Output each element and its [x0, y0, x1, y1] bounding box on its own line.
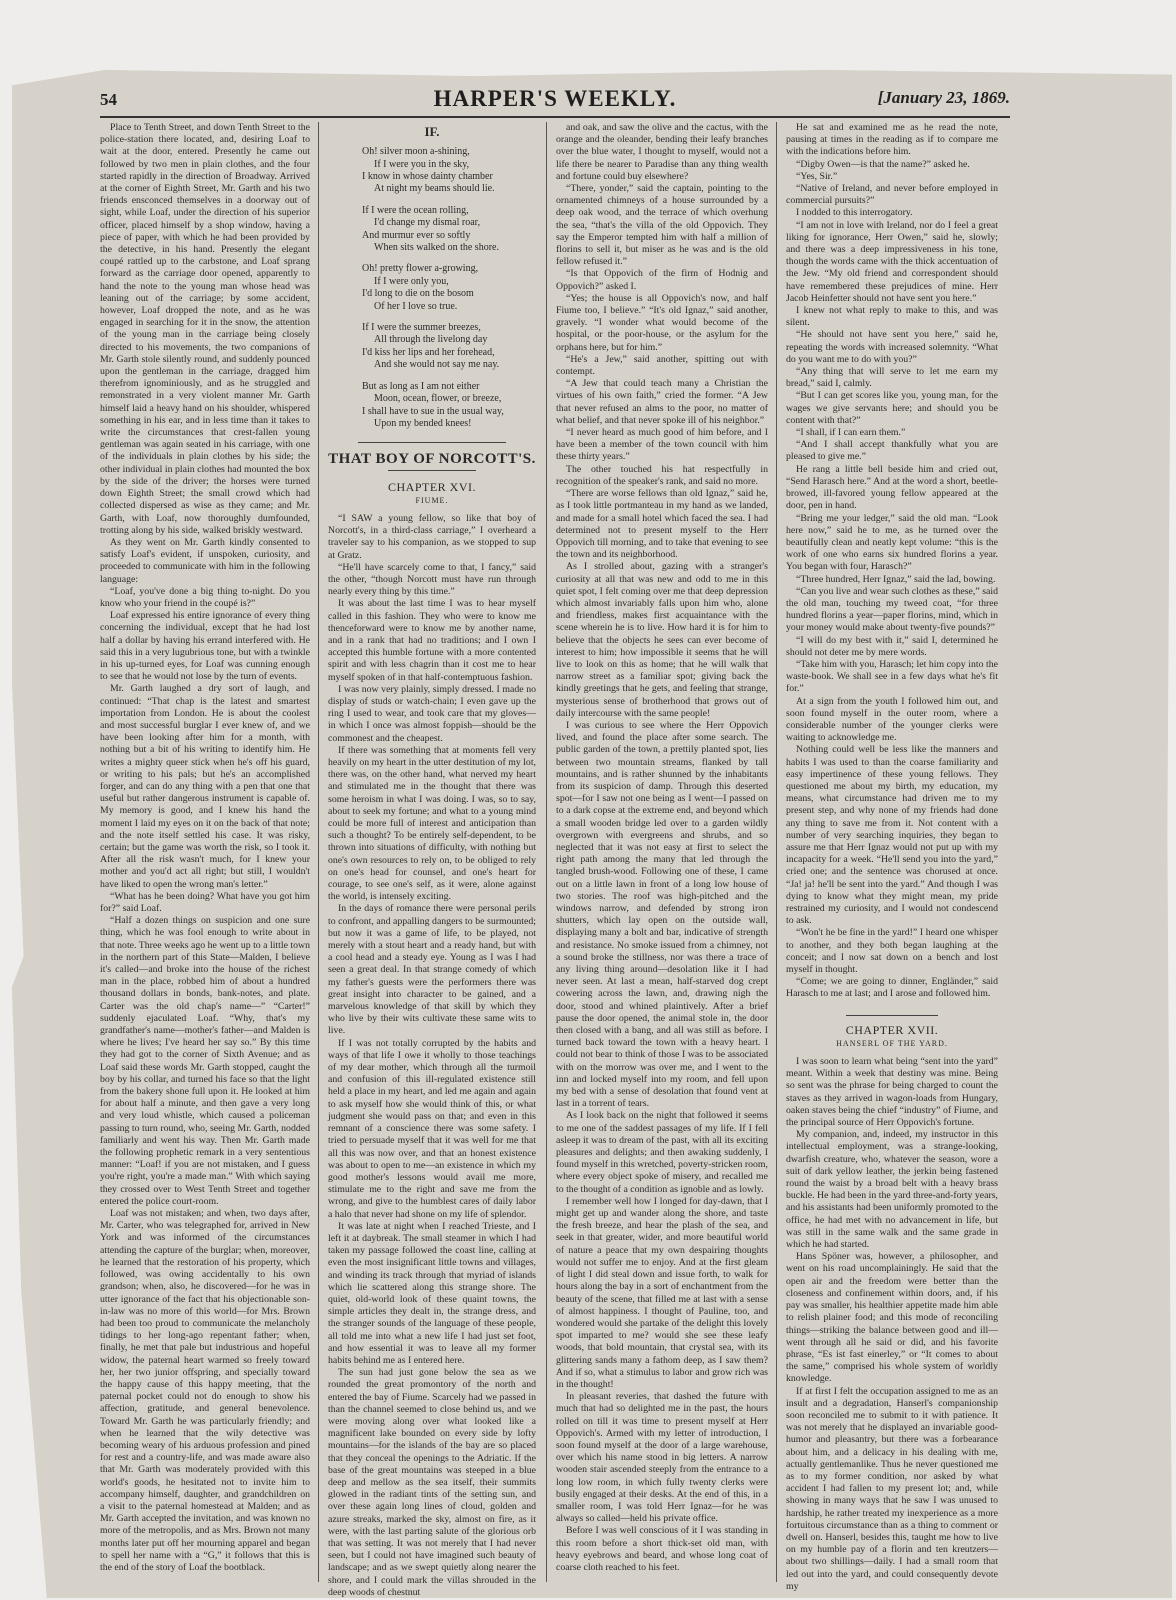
paragraph: In pleasant reveries, that dashed the future with much that had so delighted me in the past, the hours rolled on till it was time to present myself at Herr Oppovich's. Armed with my letter of introduction, I soon found myself at the door of a large warehouse, over which his name stood in big letters. A narrow wooden stair ascended steeply from the entrance to a long low room, in which fully twenty clerks were busily engaged at their desks. At the end of this, in a smaller room, I was told Herr Ignaz—for he was always so called—held his private office. — [556, 1391, 768, 1525]
paragraph: In the days of romance there were personal perils to confront, and appalling dangers to be surmounted; but now it was a game of life, to be played, not merely with a stout heart and a ready hand, but with a cool head and a steady eye. Young as I was I had seen a great deal. In that strange comedy of which my father's guests were the performers there was great insight into character to be gained, and a marvelous knowledge of that skill by which they who live by their wits cultivate these same wits to live. — [328, 903, 536, 1037]
paragraph: “Three hundred, Herr Ignaz,” said the lad, bowing. — [796, 573, 996, 585]
paragraph: Before I was well conscious of it I was standing in this room before a short thick-set old man, with heavy eyebrows and beard, and whose long coat of coarse cloth reached to his feet. — [556, 1525, 768, 1573]
paragraph: The other touched his hat respectfully in recognition of the speaker's rank, and said no more. — [556, 463, 768, 487]
poem-line: But as long as I am not either — [362, 380, 480, 392]
publication-title: HARPER'S WEEKLY. — [433, 86, 677, 111]
paragraph: “I SAW a young fellow, so like that boy of Norcott's, in a third-class carriage,” I overheard a traveler say to his companion, as we stopped to sup at Gratz. — [328, 512, 536, 561]
poem-stanza — [356, 322, 536, 372]
poem-line: Of her I love so true. — [374, 300, 458, 312]
poem-line: And murmur ever so softly — [362, 229, 471, 241]
paragraph: “A Jew that could teach many a Christian the virtues of his own faith,” cried the former. “A Jew that never refused an alms to the poor, no matter of what belief, and that never spoke ill of his neighbor.” — [556, 378, 768, 426]
poem-line: Moon, ocean, flower, or breeze, — [374, 393, 502, 405]
paragraph: “But I can get scores like you, young man, for the wages we give servants here; and should you be content with that?” — [786, 390, 998, 426]
poem — [356, 146, 536, 430]
poem-line: I'd long to die on the bosom — [362, 288, 474, 300]
col1-paragraphs — [100, 122, 310, 1574]
col4-paragraphs-continued — [786, 1056, 998, 1593]
poem-title: IF. — [424, 124, 440, 139]
poem-line: If I were you in the sky, — [374, 158, 470, 170]
paragraph: Nothing could well be less like the manners and habits I was used to than the coarse familiarity and easy impertinence of these young fellows. They questioned me about my birth, my education, my means, what circumstance had driven me to my present step, and why none of my friends had done any thing to save me from it. Not content with a number of very searching inquiries, they began to assure me that Herr Ignaz would not put up with my incapacity for a week. “He'll send you into the yard,” cried one; and the sentence was chorused at once. “Ja! ja! he'll be sent into the yard.” And though I was dying to know what they might mean, my pride restrained my curiosity, and I would not condescend to ask. — [786, 744, 998, 927]
paragraph: As they went on Mr. Garth kindly consented to satisfy Loaf's evident, if unspoken, curiosity, and proceeded to communicate with him in the following language: — [100, 536, 310, 585]
paragraph: “I never heard as much good of him before, and I have been a member of the town council with him these thirty years.” — [556, 427, 768, 463]
poem-stanza — [356, 146, 536, 196]
paragraph: “Take him with you, Harasch; let him copy into the waste-book. We shall see in a few days what he's fit for.” — [786, 658, 998, 695]
paragraph: I was soon to learn what being “sent into the yard” meant. Within a week that destiny was mine. Being so sent was the phrase for being charged to count the staves as they arrived in wagon-loads from Hungary, oaken staves being the chief “industry” of Fiume, and the principal source of Herr Oppovich's fortune. — [786, 1056, 998, 1129]
paragraph: “He's a Jew,” said another, spitting out with contempt. — [556, 353, 768, 378]
paragraph: “Won't he be fine in the yard!” I heard one whisper to another, and they both began laughing at the conceit; and I now sat down on a bench and lost myself in thought. — [786, 927, 998, 976]
poem-line: At night my beams should lie. — [374, 183, 495, 195]
paragraph: As I strolled about, gazing with a stranger's curiosity at all that was new and odd to me in this quiet spot, I felt coming over me that deep depression which almost invariably falls upon him who, alone and friendless, makes first acquaintance with the scene wherein he is to live. How hard it is for him to believe that the objects he sees can ever become of interest to him; how impossible it seems that he will live to look on this as home; that he will walk that narrow street as a familiar spot; giving back the kindly greetings that he gets, and feeling that strange, mysterious sense of brotherhood that grows out of daily intercourse with the same people! — [556, 561, 768, 719]
col4-paragraphs — [786, 122, 998, 1001]
poem-line: I'd change my dismal roar, — [374, 217, 481, 229]
chapter-subtitle: HANSERL OF THE YARD. — [836, 1038, 948, 1048]
paragraph: “There, yonder,” said the captain, pointing to the ornamented chimneys of a house surrounded by a deep oak wood, and the terrace of which overhung the sea, “that's the villa of the old Oppovich. They say the Emperor tempted him with half a million of florins to sell it, but miser as he was and is the old fellow refused it.” — [556, 183, 768, 268]
chapter-subtitle: FIUME. — [415, 495, 449, 505]
poem-line: And she would not say me nay. — [374, 359, 500, 371]
poem-stanza — [356, 263, 536, 313]
title-rule — [358, 442, 506, 443]
paragraph: and oak, and saw the olive and the cactus, with the orange and the oleander, bending their leafy branches over the blue water, I thought to myself, would not a life there be nearer to Paradise than any thing wealth and fortune could buy elsewhere? — [556, 122, 768, 182]
column-rule — [546, 122, 547, 1582]
paragraph: Mr. Garth laughed a dry sort of laugh, and continued: “That chap is the latest and smartest importation from London. He is about the coolest and most successful burglar I ever knew of, and we have been looking after him for a month, with nothing but a bit of his writing to identify him. He writes a mighty queer stick when he's off his guard, or writing to his pals; but he's an accomplished forger, and can do any thing with a pen that one that useful but rather dangerous instrument is capable of. My memory is good, and I knew his hand the moment I laid my eyes on it on the back of that note; and the note itself settled his case. It was risky, certain; but the game was worth the risk, so I took it. After all the risk wasn't much, for I knew your mother and you'd act all right; but still, I wouldn't have liked to open the wrong man's letter.” — [100, 683, 310, 890]
chapter-heading: CHAPTER XVI. — [387, 479, 476, 494]
paragraph: I remember well how I longed for day-dawn, that I might get up and wander along the shore, and taste the fresh breeze, and hear the plash of the sea, and seek in that greater, wider, and more beautiful world of nature a peace that my own despairing thoughts would not suffer me to enjoy. And at the first gleam of light I did steal down and issue forth, to walk for hours along the bay in a sort of enchantment from the beauty of the scene, that filled me at last with a sense of almost happiness. I thought of Pauline, too, and wondered would she partake of the delight this lovely spot imparted to me? would she see these leafy woods, that bold mountain, that crystal sea, with its glittering sands many a fathom deep, as I saw them? And if so, what a stimulus to labor and grow rich was in the thought! — [556, 1195, 768, 1390]
paragraph: “Native of Ireland, and never before employed in commercial pursuits?” — [786, 183, 998, 207]
paragraph: I knew not what reply to make to this, and was silent. — [786, 305, 998, 329]
column-3 — [556, 122, 768, 1582]
paragraph: If there was something that at moments fell very heavily on my heart in the utter destitution of my lot, there was, on the other hand, what nerved my heart and stimulated me in the thought that there was some heroism in what I was doing. I was, so to say, about to seek my fortune; and what to a young mind could be more full of interest and anticipation than such a thought? To be entirely self-dependent, to be thrown into situations of difficulty, with nothing but one's own resources to rely on, to be obliged to rely on one's head for counsel, and one's heart for courage, to see one's self, as it were, alone against the world, is intensely exciting. — [328, 744, 536, 903]
paragraph: “What has he been doing? What have you got him for?” said Loaf. — [100, 890, 310, 914]
paragraph: Hans Spöner was, however, a philosopher, and went on his road uncomplainingly. He said that the open air and the freedom were better than the closeness and confinement within doors, and, if his pay was smaller, his healthier appetite made him able to relish plainer food; and this mode of reconciling things—striking the balance between good and ill—went through all he said or did, and his favorite phrase, “Es ist fast einerley,” or “It comes to about the same,” comprised his whole system of worldly knowledge. — [786, 1251, 998, 1385]
issue-date: [January 23, 1869. — [877, 88, 1010, 107]
poem-line: All through the livelong day — [374, 334, 488, 346]
poem-line: Oh! silver moon a-shining, — [362, 146, 470, 158]
paragraph: It was late at night when I reached Trieste, and I left it at daybreak. The small steamer in which I had taken my passage followed the coast line, calling at even the most insignificant little towns and villages, and winding its track through that myriad of islands which lie scattered along this strange shore. The quiet, old-world look of these quaint towns, the simple articles they dealt in, the strange dress, and the stranger sounds of the language of these people, all told me into what a new life I had just set foot, and how essential it was to leave all my former habits behind me as I entered here. — [328, 1220, 536, 1366]
paragraph: My companion, and, indeed, my instructor in this intellectual employment, was a strange-looking, dwarfish creature, who, whatever the season, wore a suit of dark yellow leather, the jerkin being fastened round the waist by a broad belt with a heavy brass buckle. He had been in the yard three-and-forty years, and his assistants had been uniformly promoted to the office, he had met with no advancement in life, but was still in the same walk and the same grade in which he had started. — [786, 1129, 998, 1251]
paragraph: “Come; we are going to dinner, Engländer,” said Harasch to me at last; and I arose and followed him. — [786, 976, 998, 1000]
paragraph: “Yes, Sir.” — [796, 170, 838, 182]
chapter-heading: CHAPTER XVII. — [845, 1022, 939, 1037]
poem-line: I know in whose dainty chamber — [362, 171, 493, 183]
paragraph: “I will do my best with it,” said I, determined he should not deter me by mere words. — [786, 634, 998, 658]
column-2 — [328, 122, 536, 1598]
poem-line: If I were only you, — [374, 275, 449, 287]
paragraph: If I was not totally corrupted by the habits and ways of that life I owe it wholly to those teachings of my dear mother, which through all the turmoil and confusion of this ill-regulated existence still held a place in my heart, and led me again and again to ask myself how she would think of this, or what judgment she would pass on that; and even in this remnant of a conscience there was some safety. I tried to persuade myself that it was well for me that all this was now over, and that an honest existence was about to open to me—an existence in which my good mother's lessons would avail me more, stimulate me to the right and save me from the wrong, and give to the humblest cares of daily labor a halo that never had shone on my life of splendor. — [328, 1037, 536, 1220]
paragraph: Loaf expressed his entire ignorance of every thing concerning the individual, except that he had lost half a dollar by having his errand interfered with. He said this in a very lugubrious tone, but with a twinkle in his up-turned eyes, for Loaf was cunning enough to see that he would not lose by the turn of events. — [100, 610, 310, 683]
paragraph: “Yes; the house is all Oppovich's now, and half Fiume too, I believe.” “It's old Ignaz,” said another, gravely. “I wonder what would become of the hospital, or the poor-house, or the asylum for the orphans here, but for him.” — [556, 292, 768, 353]
poem-stanza — [356, 381, 536, 431]
poem-line: I shall have to sue in the usual way, — [362, 405, 504, 417]
paragraph: “He should not have sent you here,” said he, repeating the words with increased solemnity. “What do you want me to do with you?” — [786, 329, 998, 365]
paragraph: As I look back on the night that followed it seems to me one of the saddest passages of my life. If I fell asleep it was to dream of the past, with all its exciting pleasures and delights; and then awaking suddenly, I found myself in this wretched, poverty-stricken room, where every object spoke of misery, and recalled me to the thought of a condition as ignoble and as lowly. — [556, 1110, 768, 1195]
paragraph: “Is that Oppovich of the firm of Hodnig and Oppovich?” asked I. — [556, 268, 768, 292]
paragraph: I nodded to this interrogatory. — [796, 207, 913, 219]
paragraph: “Half a dozen things on suspicion and one sure thing, which he was fool enough to write about in that note. Three weeks ago he went up to a little town in the northern part of this State—Malden, I believe it's called—and broke into the house of the richest man in the place, robbed him of about a hundred thousand dollars in bonds, bank-notes, and plate. Carter was the old chap's name—” “Carter!” suddenly ejaculated Loaf. “Why, that's my grandfather's name—mother's father—and Malden is where he lives; I've heard her say so.” By this time they had got to the corner of Sixth Avenue; and as Loaf said these words Mr. Garth stopped, caught the boy by his collar, and turned his face so that the light from the bakery shone full upon it. He looked at him for about half a minute, and then gave a very long and very loud whistle, which caused a policeman passing to turn round, who, seeing Mr. Garth, nodded familiarly and went his way. Then Mr. Garth made the following prophetic remark in a very sententious manner: “Loaf! if you are not mistaken, and I guess you're right, you're a made man.” With which saying they crossed over to West Tenth Street and together entered the police court-room. — [100, 915, 310, 1207]
paragraph: “Can you live and wear such clothes as these,” said the old man, touching my tweed coat, “for three hundred florins a year—paper florins, mind, which in your money would make about twenty-five pounds?” — [786, 585, 998, 634]
poem-stanza — [356, 205, 536, 255]
paragraph: I was curious to see where the Herr Oppovich lived, and found the place after some search. The public garden of the town, a prettily planted spot, lies between two mountain streams, flanked by tall mountains, and is rather shunned by the inhabitants from its suspicion of damp. Through this deserted spot—for I saw not one being as I went—I passed on to a dark copse at the extreme end, and beyond which a small wooden bridge led over to a garden wildly overgrown with evergreens and shrubs, and so neglected that it was not easy at first to select the right path among the many that led through the tangled brush-wood. Following one of these, I came out on a little lawn in front of a long low house of two stories. The roof was high-pitched and the windows narrow, and defended by strong iron shutters, which lay open on the outside wall, displaying many a bolt and bar, indicative of strength and resistance. No smoke issued from a chimney, not a sound broke the stillness, nor was there a trace of any living thing around—desolation like it I had never seen. At last a mean, half-starved dog crept cowering across the lawn, and, drawing nigh the door, stood and whined plaintively. After a brief pause the door opened, the animal stole in, the door then closed with a bang, and all was still as before. I turned back toward the town with a heavy heart. I could not bear to think of those I was to be associated with on the morrow was over me, and I went to the inn and locked myself into my room, and fell upon my bed with a sense of desolation that found vent at last in a torrent of tears. — [556, 719, 768, 1110]
paragraph: “I am not in love with Ireland, nor do I feel a great liking for ignorance, Herr Owen,” said he, slowly; and there was a deep impressiveness in his tone, though the words came with the thick accentuation of the Jew. “My old friend and correspondent should have remembered these prejudices of mine. Herr Jacob Heinfetter should not have sent you here.” — [786, 219, 998, 304]
paragraph: “I shall, if I can earn them.” — [796, 427, 906, 439]
col3-paragraphs — [556, 122, 768, 1574]
paragraph: “Loaf, you've done a big thing to-night. Do you know who your friend in the coupé is?” — [100, 585, 310, 609]
column-rule — [318, 122, 319, 1582]
paragraph: If at first I felt the occupation assigned to me as an insult and a degradation, Hanserl's companionship soon reconciled me to submit to it with patience. It was not merely that he displayed an invariable good-humor and pleasantry, but there was a forbearance about him, and a delicacy in his dealing with me, actually gentlemanlike. Thus he never questioned me as to my former condition, nor asked by what accident I had fallen to my present lot; and, while showing in many ways that he saw I was unused to hardship, he rather treated my inexperience as a more fortuitous circumstance than as a thing to comment or dwell on. Hanserl, besides this, taught me how to live on my humble pay of a florin and ten kreutzers—about two shillings—daily. I had a small room that led out into the yard, and could consequently devote my — [786, 1385, 998, 1592]
column-4 — [786, 122, 998, 1592]
poem-line: Upon my bended knees! — [374, 417, 472, 429]
poem-line: If I were the ocean rolling, — [362, 204, 469, 216]
paragraph: “He'll have scarcely come to that, I fancy,” said the other, “though Norcott must have run through nearly every thing by this time.” — [328, 561, 536, 598]
poem-line: If I were the summer breezes, — [362, 322, 481, 334]
paragraph: He sat and examined me as he read the note, pausing at times in the reading as if to compare me with the indications before him. — [786, 122, 998, 158]
paragraph: “Bring me your ledger,” said the old man. “Look here now,” said he to me, as he turned over the beautifully clean and neatly kept volume: “this is the work of one who earns six hundred florins a year. You began with four, Harasch?” — [786, 512, 998, 573]
poem-line: Oh! pretty flower a-growing, — [362, 263, 479, 275]
paragraph: “Any thing that will serve to let me earn my bread,” said I, calmly. — [786, 366, 998, 390]
paragraph: “There are worse fellows than old Ignaz,” said he, as I took little portmanteau in my hand as we landed, and made for a small hotel which faced the sea. I had determined not to present myself to the Herr Oppovich till morning, and to take that evening to see the town and its neighborhood. — [556, 488, 768, 561]
title-rule — [388, 470, 476, 471]
paragraph: The sun had just gone below the sea as we rounded the great promontory of the north and entered the bay of Fiume. Scarcely had we passed in than the channel seemed to close behind us, and we were moving along over what looked like a magnificent lake bounded on every side by lofty mountains—for the islands of the bay are so placed that they conceal the openings to the Adriatic. If the base of the great mountains was steeped in a blue deep and mellow as the sea itself, their summits glowed in the radiant tints of the setting sun, and over these again long lines of cloud, golden and azure streaks, marked the sky, almost on fire, as it were, with the last parting salute of the glorious orb that was setting. It was not merely that I had never seen, but I could not have imagined such beauty of landscape; and as we swept quietly along nearer the shore, and I could mark the villas shrouded in the deep woods of chestnut — [328, 1367, 536, 1598]
story-title: THAT BOY OF NORCOTT'S. — [328, 451, 536, 468]
page-number: 54 — [100, 90, 117, 109]
paragraph: “And I shall accept thankfully what you are pleased to give me.” — [786, 439, 998, 463]
masthead — [100, 86, 1010, 118]
poem-line: I'd kiss her lips and her forehead, — [362, 346, 495, 358]
paragraph: It was about the last time I was to hear myself called in this fashion. They who were to know me thenceforward were to know me by another name, and in a rank that had no traditions; and I own I accepted this humble fortune with a more contented spirit and with less chagrin than it cost me to hear myself spoken of in that half-contemptuous fashion. — [328, 598, 536, 683]
column-1 — [100, 122, 310, 1582]
paragraph: Place to Tenth Street, and down Tenth Street to the police-station there located, and, desiring Loaf to wait at the door, entered. Presently he came out followed by two men in plain clothes, and the four started rapidly in the direction of Broadway. Arrived at the corner of Eighth Street, Mr. Garth and his two friends ensconced themselves in a doorway out of sight, while Loaf, under the direction of his superior officer, placed himself by a shop window, having a piece of paper, with which he had been provided by the detective, in his hand. Presently the elegant coupé rattled up to the carbstone, and Loaf sprang forward as the carriage door opened, apparently to hand the note to the young man whose head was leaning out of the carriage; by some accident, however, Loaf dropped the note, and as he was engaged in searching for it in the snow, the attention of the young man in the carriage being closely directed to his movements, the two companions of Mr. Garth stole silently round, and suddenly pounced upon the gentleman in the carriage, dragged him therefrom ignominiously, and as he struggled and remonstrated in a very violent manner Mr. Garth himself laid a heavy hand on his shoulder, whispered something in his ear, and in less time than it takes to write the circumstances that crest-fallen young gentleman was again seated in his carriage, with one of the individuals in plain clothes by his side; the other individual in plain clothes had mounted the box by the side of the driver; the horses were turned down Eighth Street; the small crowd which had collected dispersed as wise as they came; and Mr. Garth, with Loaf, now thoroughly dumfounded, trotting along by his side, walked briskly westward. — [100, 122, 310, 536]
paragraph: Loaf was not mistaken; and when, two days after, Mr. Carter, who was telegraphed for, arrived in New York and was informed of the circumstances attending the capture of the burglar; when, moreover, he learned that the restoration of his property, which followed, was owing accidentally to his own grandson; when, also, he discovered—for he was in utter ignorance of the fact that his objectionable son-in-law was no more of this world—for Mrs. Brown had been too proud to communicate the melancholy tidings to her long-ago repentant father; when, finally, he met that pale but industrious and hopeful widow, the paternal heart warmed so freely toward her, her two junior offspring, and specially toward the happy cause of this happy meeting, that the paternal pocket could not do enough to show his affection, gratitude, and general benevolence. Toward Mr. Garth he was particularly friendly; and when he learned that the wily detective was becoming weary of his arduous profession and pined for rest and a country-life, and was made aware also that Mr. Garth was moderately provided with this world's goods, he hesitated not to invite him to accompany himself, daughter, and grandchildren on a visit to the paternal homestead at Malden; and as Mr. Garth accepted the invitation, and was known no more of the metropolis, and as Mrs. Brown not many months later put off her mourning apparel and began to spell her name with a “G,” it follows that this is the end of the story of Loaf the bootblack. — [100, 1208, 310, 1573]
paragraph: He rang a little bell beside him and cried out, “Send Harasch here.” And at the word a short, beetle-browed, ill-favored young fellow appeared at the door, pen in hand. — [786, 463, 998, 512]
section-rule — [846, 1015, 938, 1016]
paragraph: “Digby Owen—is that the name?” asked he. — [796, 158, 970, 170]
col2-paragraphs — [328, 513, 536, 1599]
paragraph: At a sign from the youth I followed him out, and soon found myself in the outer room, where a considerable number of the younger clerks were waiting to acknowledge me. — [786, 695, 998, 744]
paragraph: I was now very plainly, simply dressed. I made no display of studs or watch-chain; I even gave up the ring I used to wear, and took care that my gloves—in which I once was almost foppish—should be the commonest and the cheapest. — [328, 683, 536, 744]
column-rule — [776, 122, 777, 1582]
poem-line: When sits walked on the shore. — [374, 242, 499, 254]
